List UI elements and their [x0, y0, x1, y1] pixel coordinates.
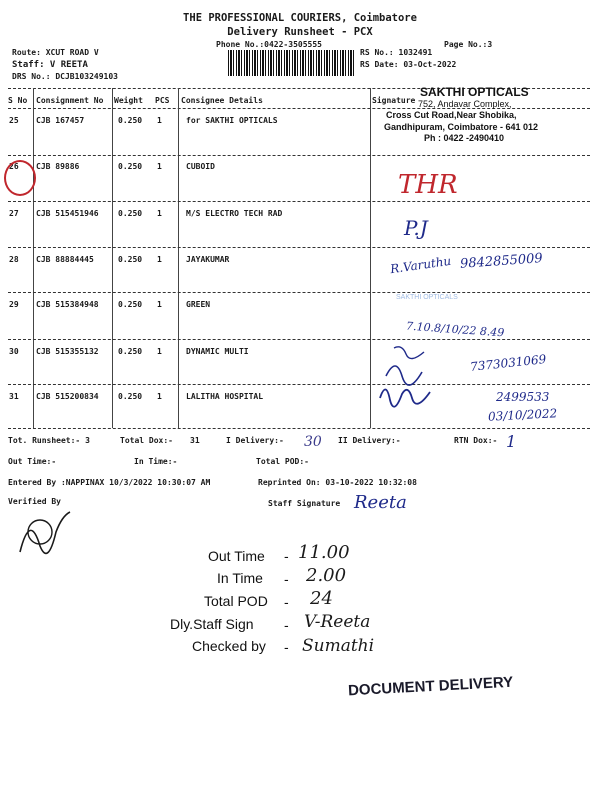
entered-by: Entered By :NAPPINAX 10/3/2022 10:30:07 AM — [8, 478, 211, 487]
document-title: Delivery Runsheet - PCX — [227, 26, 373, 38]
phone-number: Phone No.:0422-3505555 — [216, 40, 322, 49]
row-consignee: DYNAMIC MULTI — [186, 347, 249, 356]
row-divider — [8, 247, 590, 248]
row-divider — [8, 155, 590, 156]
summary-checked-by: Checked by — [192, 638, 266, 654]
col-signature: Signature — [372, 96, 416, 105]
stamp-line4: Ph : 0422 -2490410 — [424, 133, 505, 143]
staff-signature-label: Staff Signature — [268, 499, 341, 508]
row-weight: 0.250 — [118, 347, 143, 356]
row-consignee: LALITHA HOSPITAL — [186, 392, 264, 401]
drs-number: DRS No.: DCJB103249103 — [12, 72, 118, 81]
signature-row31-date: 03/10/2022 — [487, 406, 558, 424]
route: Route: XCUT ROAD V — [12, 48, 99, 57]
red-circle-mark — [4, 160, 36, 196]
row-consignee: CUBOID — [186, 162, 215, 171]
summary-checked-value: Sumathi — [302, 636, 375, 656]
row-pcs: 1 — [157, 209, 162, 218]
ii-delivery-label: II Delivery:- — [338, 436, 401, 445]
page-number: Page No.:3 — [444, 40, 493, 49]
barcode — [228, 50, 354, 76]
row-pcs: 1 — [157, 347, 162, 356]
verified-by-label: Verified By — [8, 497, 61, 506]
signature-row28-phone: 9842855009 — [459, 251, 544, 272]
reprinted-on: Reprinted On: 03-10-2022 10:32:08 — [258, 478, 417, 487]
verified-signature-icon — [14, 506, 74, 558]
stamp-line3: Gandhipuram, Coimbatore - 641 012 — [384, 122, 539, 132]
row-consignee: GREEN — [186, 300, 211, 309]
col-divider — [33, 88, 34, 428]
row-pcs: 1 — [157, 300, 162, 309]
row-consignment: CJB 515355132 — [36, 347, 99, 356]
row-sno: 30 — [9, 347, 19, 356]
summary-in-time-value: 2.00 — [306, 565, 347, 586]
row-weight: 0.250 — [118, 300, 143, 309]
signature-row26: THR — [398, 170, 458, 200]
total-pod-label: Total POD:- — [256, 457, 309, 466]
row-pcs: 1 — [157, 255, 162, 264]
col-divider — [112, 88, 113, 428]
row-consignee: JAYAKUMAR — [186, 255, 230, 264]
col-weight: Weight — [114, 96, 143, 105]
summary-in-time: In Time — [217, 570, 263, 586]
row-consignment: CJB 515200834 — [36, 392, 99, 401]
signature-row29-date: 7.10.8/10/22 8.49 — [405, 319, 505, 340]
i-delivery-label: I Delivery:- — [226, 436, 284, 445]
row-sno: 28 — [9, 255, 19, 264]
row-consignment: CJB 515451946 — [36, 209, 99, 218]
row-divider — [8, 292, 590, 293]
summary-dash: - — [284, 571, 289, 587]
summary-dash: - — [284, 594, 289, 610]
col-pcs: PCS — [155, 96, 170, 105]
row-sno: 26 — [9, 162, 19, 171]
row-sno: 25 — [9, 116, 19, 125]
row-sno: 27 — [9, 209, 19, 218]
col-sno: S No — [8, 96, 28, 105]
col-divider — [370, 88, 371, 428]
staff: Staff: V REETA — [12, 60, 88, 70]
row-divider — [8, 384, 590, 385]
summary-dash: - — [284, 617, 289, 633]
summary-dash: - — [284, 639, 289, 655]
table-bottom-divider — [8, 428, 590, 429]
row-sno: 31 — [9, 392, 19, 401]
row-weight: 0.250 — [118, 116, 143, 125]
row-consignment: CJB 167457 — [36, 116, 85, 125]
total-dox-label: Total Dox:- — [120, 436, 173, 445]
total-runsheet: Tot. Runsheet:- 3 — [8, 436, 90, 445]
row-consignment: CJB 515384948 — [36, 300, 99, 309]
rs-number: RS No.: 1032491 — [360, 48, 433, 57]
total-dox-value: 31 — [190, 436, 200, 445]
row-weight: 0.250 — [118, 255, 143, 264]
signature-row27: P.J — [404, 216, 428, 240]
signature-row30-phone: 7373031069 — [469, 352, 547, 374]
row-weight: 0.250 — [118, 162, 143, 171]
summary-staff-sign-value: V-Reeta — [304, 612, 371, 632]
i-delivery-value: 30 — [304, 434, 322, 450]
summary-out-time: Out Time — [208, 548, 265, 564]
col-consignment: Consignment No — [36, 96, 104, 105]
in-time-label: In Time:- — [134, 457, 178, 466]
row-consignee: M/S ELECTRO TECH RAD — [186, 209, 283, 218]
summary-total-pod: Total POD — [204, 593, 268, 609]
row-consignment: CJB 89886 — [36, 162, 80, 171]
faded-stamp-row29: SAKTHI OPTICALS — [396, 294, 458, 301]
out-time-label: Out Time:- — [8, 457, 57, 466]
stamp-line2: Cross Cut Road,Near Shobika, — [386, 110, 517, 120]
rs-date: RS Date: 03-Oct-2022 — [360, 60, 457, 69]
stamp-name: SAKTHI OPTICALS — [420, 85, 529, 99]
row-sno: 29 — [9, 300, 19, 309]
document-delivery-stamp: DOCUMENT DELIVERY — [347, 673, 514, 700]
rtn-dox-label: RTN Dox:- — [454, 436, 498, 445]
row-divider — [8, 201, 590, 202]
signature-row28-name: R.Varuthu — [389, 253, 452, 277]
summary-staff-sign: Dly.Staff Sign — [170, 616, 254, 632]
stamp-line1: 752, Andavar Complex, — [418, 99, 512, 109]
summary-dash: - — [284, 548, 289, 564]
summary-total-pod-value: 24 — [310, 588, 333, 609]
signature-scribbles-icon — [376, 340, 486, 430]
row-pcs: 1 — [157, 116, 162, 125]
row-pcs: 1 — [157, 392, 162, 401]
col-consignee: Consignee Details — [181, 96, 263, 105]
row-consignment: CJB 88884445 — [36, 255, 94, 264]
row-weight: 0.250 — [118, 392, 143, 401]
row-weight: 0.250 — [118, 209, 143, 218]
col-divider — [178, 88, 179, 428]
company-title: THE PROFESSIONAL COURIERS, Coimbatore — [183, 12, 417, 24]
summary-out-time-value: 11.00 — [298, 542, 350, 563]
rtn-dox-value: 1 — [506, 432, 517, 451]
staff-signature-value: Reeta — [354, 492, 407, 513]
row-pcs: 1 — [157, 162, 162, 171]
signature-row31-phone: 2499533 — [496, 390, 550, 404]
row-consignee: for SAKTHI OPTICALS — [186, 116, 278, 125]
